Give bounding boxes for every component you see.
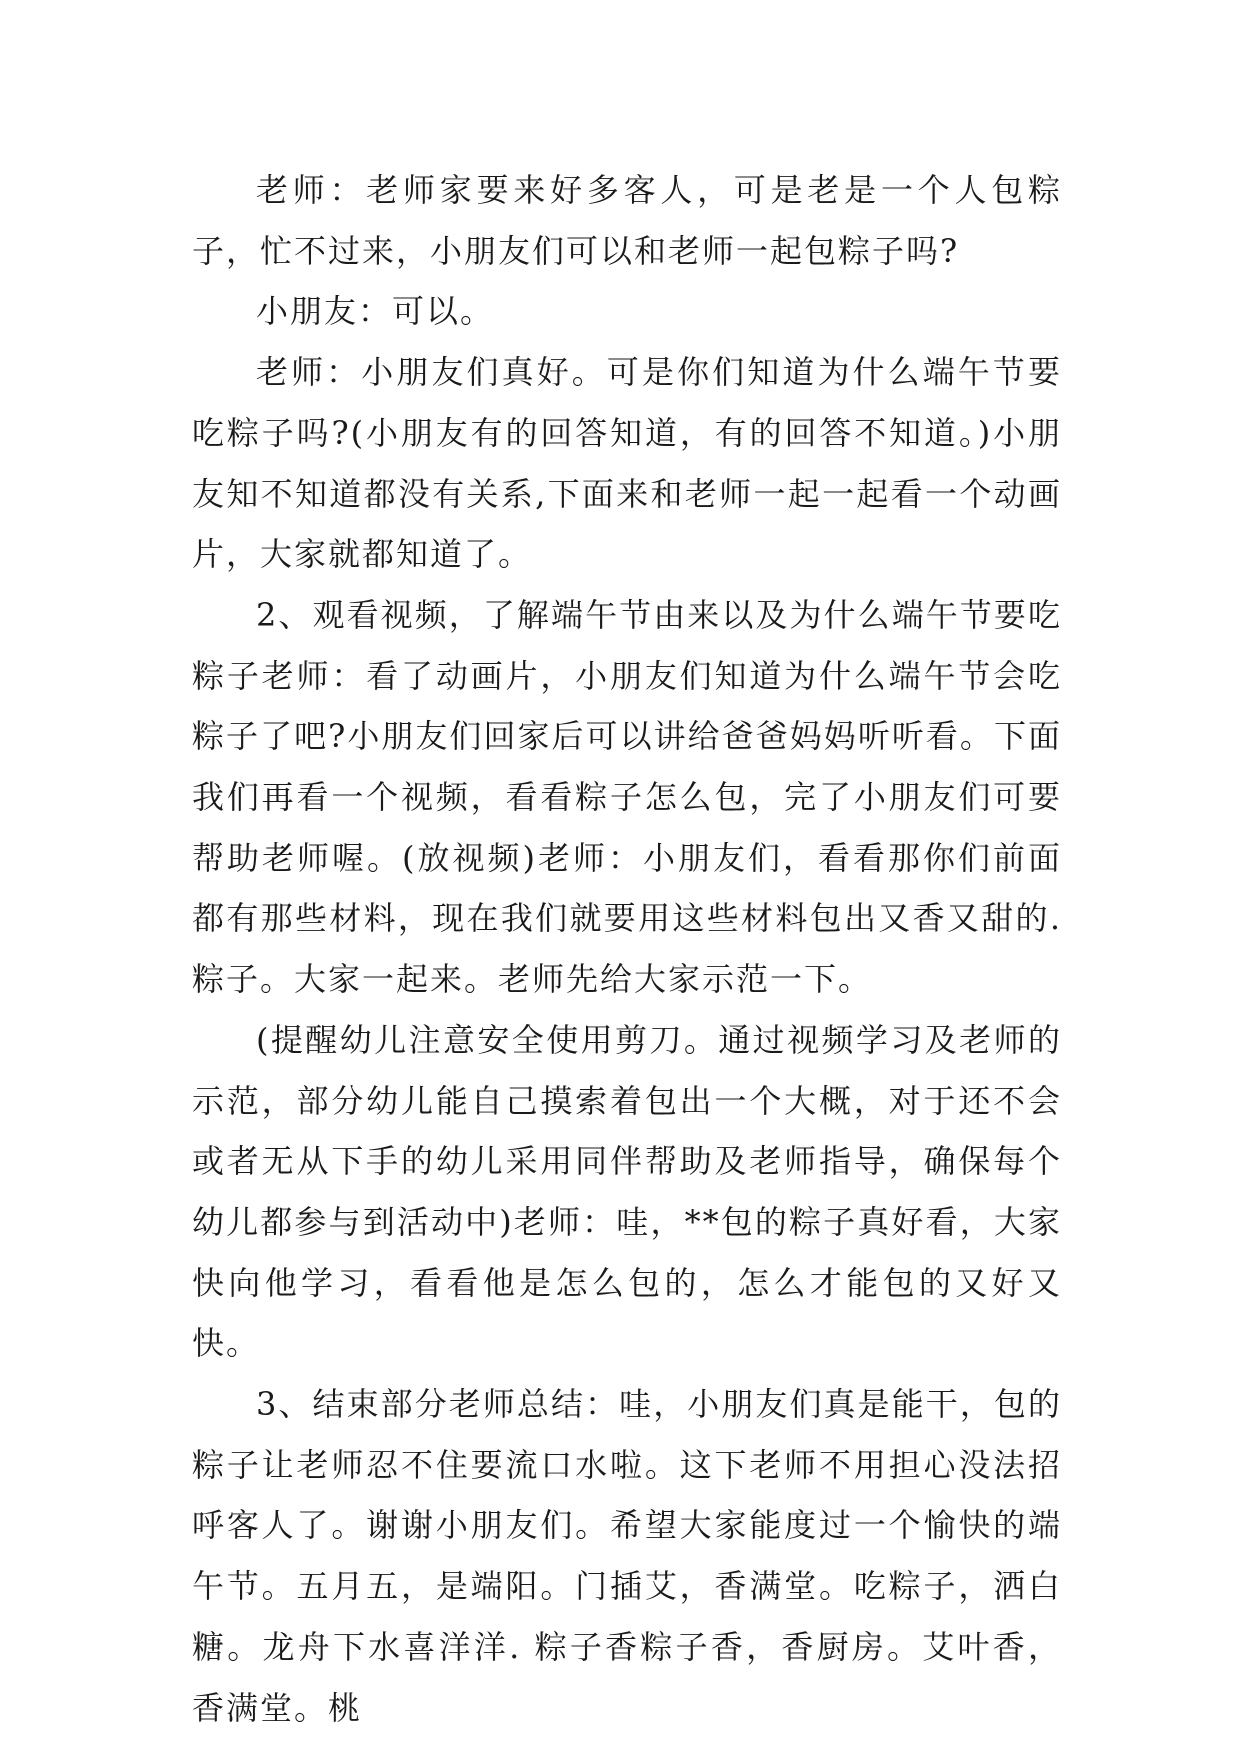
paragraph-step-2-video: 2、观看视频，了解端午节由来以及为什么端午节要吃粽子老师：看了动画片，小朋友们知道为什么端午节会吃粽子了吧?小朋友们回家后可以讲给爸爸妈妈听听看。下面我们再看一个视频，看看粽子怎么包，完了小朋友们可要帮助老师喔。(放视频)老师：小朋友们，看看那你们前面都有那些材料，现在我们就要用这些材料包出又香又甜的.粽子。大家一起来。老师先给大家示范一下。 xyxy=(192,595,1062,999)
paragraph-teacher-question: 老师：小朋友们真好。可是你们知道为什么端午节要吃粽子吗?(小朋友有的回答知道，有的回答不知道。)小朋友知不知道都没有关系,下面来和老师一起一起看一个动画片，大家就都知道了。 xyxy=(192,353,1062,574)
paragraph-children-reply: 小朋友：可以。 xyxy=(256,292,495,331)
paragraph-step-3-summary: 3、结束部分老师总结：哇，小朋友们真是能干，包的粽子让老师忍不住要流口水啦。这下老师不用担心没法招呼客人了。谢谢小朋友们。希望大家能度过一个愉快的端午节。五月五，是端阳。门插艾，香满堂。吃粽子，洒白糖。龙舟下水喜洋洋. 粽子香粽子香，香厨房。艾叶香，香满堂。桃 xyxy=(192,1385,1062,1727)
document-body xyxy=(192,160,1062,1738)
paragraph-safety-reminder: (提醒幼儿注意安全使用剪刀。通过视频学习及老师的示范，部分幼儿能自己摸索着包出一个大概，对于还不会或者无从下手的幼儿采用同伴帮助及老师指导，确保每个幼儿都参与到活动中)老师：哇，**包的粽子真好看，大家快向他学习，看看他是怎么包的，怎么才能包的又好又快。 xyxy=(192,1020,1062,1363)
paragraph-teacher-intro: 老师：老师家要来好多客人，可是老是一个人包粽子，忙不过来，小朋友们可以和老师一起包粽子吗? xyxy=(192,171,1062,270)
